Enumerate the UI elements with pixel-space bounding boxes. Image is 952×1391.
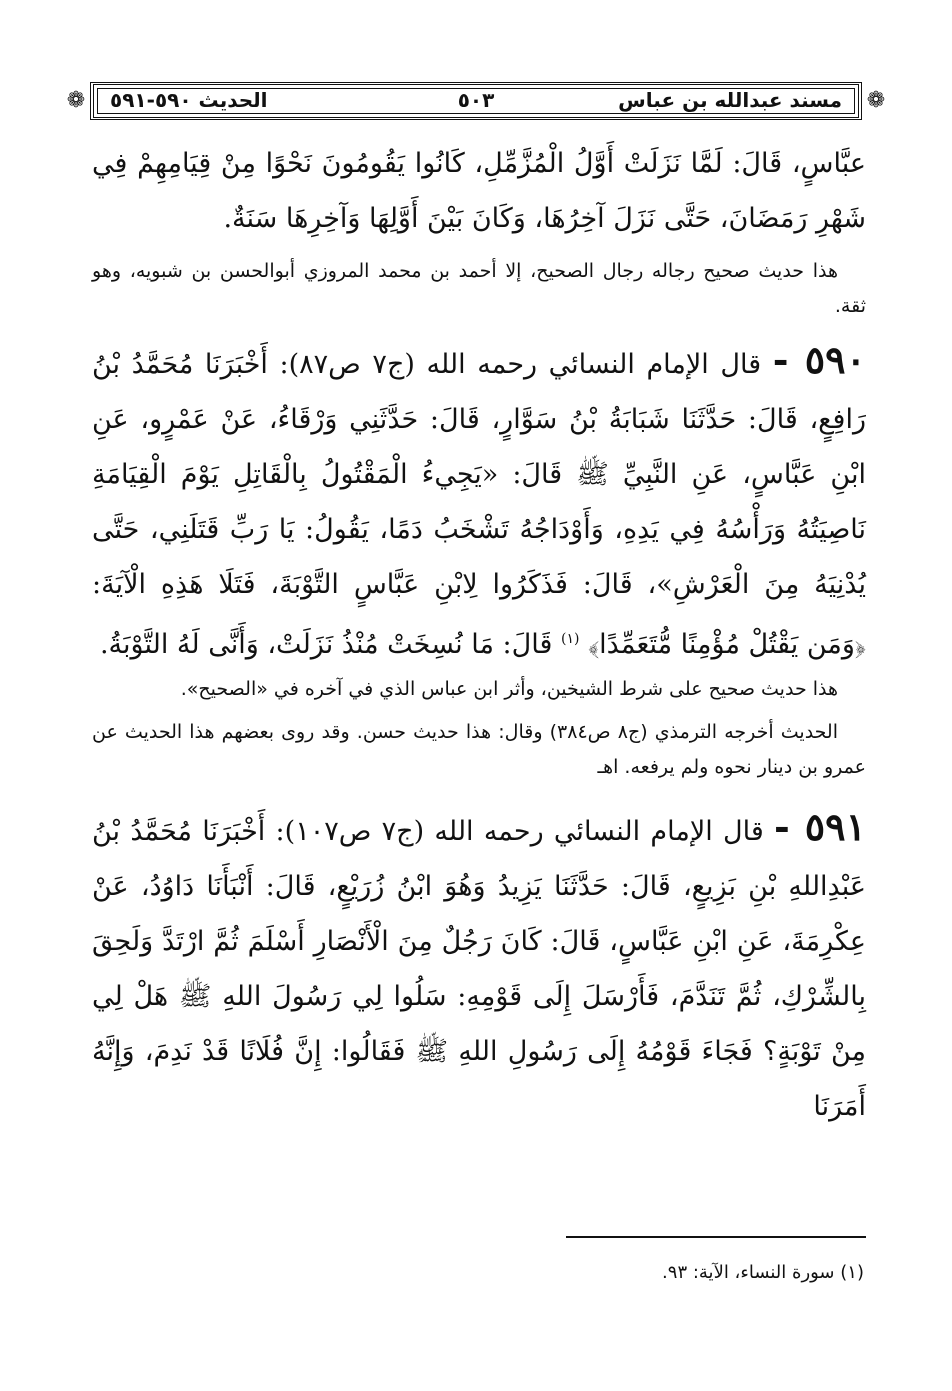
ornament-icon: ❁ — [66, 88, 86, 113]
book-title: مسند عبدالله بن عباس — [618, 88, 842, 112]
footnote-marker: (١) — [840, 1262, 864, 1283]
hadith-text: قال الإمام النسائي رحمه الله (ج٧ ص١٠٧): أَخْبَرَنَا مُحَمَّدُ بْنُ عَبْدِاللهِ بْنِ بَزِيعٍ، قَالَ: حَدَّثَنَا يَزِيدُ وَهُوَ ابْنُ زُرَيْعٍ، قَالَ: أَنْبَأَنَا دَاوُدُ، عَنْ عِكْرِمَةَ، عَنِ ابْنِ عَبَّاسٍ، قَالَ: كَانَ رَجُلٌ مِنَ الْأَنْصَارِ أَسْلَمَ ثُمَّ ارْتَدَّ وَلَحِقَ بِالشِّرْكِ، ثُمَّ تَنَدَّمَ، فَأَرْسَلَ إِلَى قَوْمِهِ: سَلُوا لِي رَسُولَ اللهِ ﷺ هَلْ لِي مِنْ تَوْبَةٍ؟ فَجَاءَ قَوْمُهُ إِلَى رَسُولِ اللهِ ﷺ فَقَالُوا: إِنَّ فُلَانًا قَدْ نَدِمَ، وَإِنَّهُ أَمَرَنَا — [92, 816, 866, 1122]
footnote — [264, 1262, 864, 1283]
hadith-text: عبَّاسٍ، قَالَ: لَمَّا نَزَلَتْ أَوَّلُ الْمُزَّمِّلِ، كَانُوا يَقُومُونَ نَحْوًا مِنْ قِيَامِهِمْ فِي شَهْرِ رَمَضَانَ، حَتَّى نَزَلَ آخِرُهَا، وَكَانَ بَيْنَ أَوَّلِهَا وَآخِرِهَا سَنَةٌ. — [92, 148, 866, 234]
footnote-text: سورة النساء، الآية: ٩٣. — [662, 1262, 835, 1283]
page-number: ٥٠٣ — [457, 88, 495, 112]
hadith-text: قال الإمام النسائي رحمه الله (ج٧ ص٨٧): أَخْبَرَنَا مُحَمَّدُ بْنُ رَافِعٍ، قَالَ: حَدَّثَنَا شَبَابَةُ بْنُ سَوَّارٍ، قَالَ: حَدَّثَنِي وَرْقَاءُ، عَنْ عَمْرٍو، عَنِ ابْنِ عَبَّاسٍ، عَنِ النَّبِيِّ ﷺ قَالَ: «يَجِيءُ الْمَقْتُولُ بِالْقَاتِلِ يَوْمَ الْقِيَامَةِ نَاصِيَتُهُ وَرَأْسُهُ فِي يَدِهِ، وَأَوْدَاجُهُ تَشْخَبُ دَمًا، يَقُولُ: يَا رَبِّ قَتَلَنِي، حَتَّى يُدْنِيَهُ مِنَ الْعَرْشِ»، قَالَ: فَذَكَرُوا لِابْنِ عَبَّاسٍ التَّوْبَةَ، فَتَلَا هَذِهِ الْآيَةَ: ﴿وَمَن يَقْتُلْ مُؤْمِنًا مُّتَعَمِّدًا﴾ — [92, 349, 866, 660]
commentary-paragraph: هذا حديث صحيح رجاله رجال الصحيح، إلا أحمد بن محمد المروزي أبوالحسن بن شبويه، وهو ثقة. — [92, 260, 866, 317]
hadith-text-tail: قَالَ: مَا نُسِخَتْ مُنْذُ نَزَلَتْ، وَأَنَّى لَهُ التَّوْبَةُ. — [99, 629, 553, 660]
commentary-paragraph: هذا حديث صحيح على شرط الشيخين، وأثر ابن عباس الذي في آخره في «الصحيح». — [180, 678, 838, 700]
hadith-range: الحديث ٥٩٠-٥٩١ — [110, 88, 268, 112]
hadith-590 — [92, 332, 866, 672]
hadith-number: ٥٩٠ - — [772, 337, 866, 382]
page-header — [62, 78, 890, 124]
footnote-divider — [566, 1236, 866, 1238]
ornament-icon: ❁ — [866, 88, 886, 113]
hadith-number: ٥٩١ - — [774, 804, 866, 849]
hadith-591 — [92, 799, 866, 1134]
commentary-paragraph: الحديث أخرجه الترمذي (ج٨ ص٣٨٤) وقال: هذا حديث حسن. وقد روى بعضهم هذا الحديث عن عمرو بن دينار نحوه ولم يرفعه. اهـ — [92, 721, 866, 778]
page-body — [92, 136, 866, 1134]
footnote-reference[interactable]: (١) — [561, 631, 580, 647]
